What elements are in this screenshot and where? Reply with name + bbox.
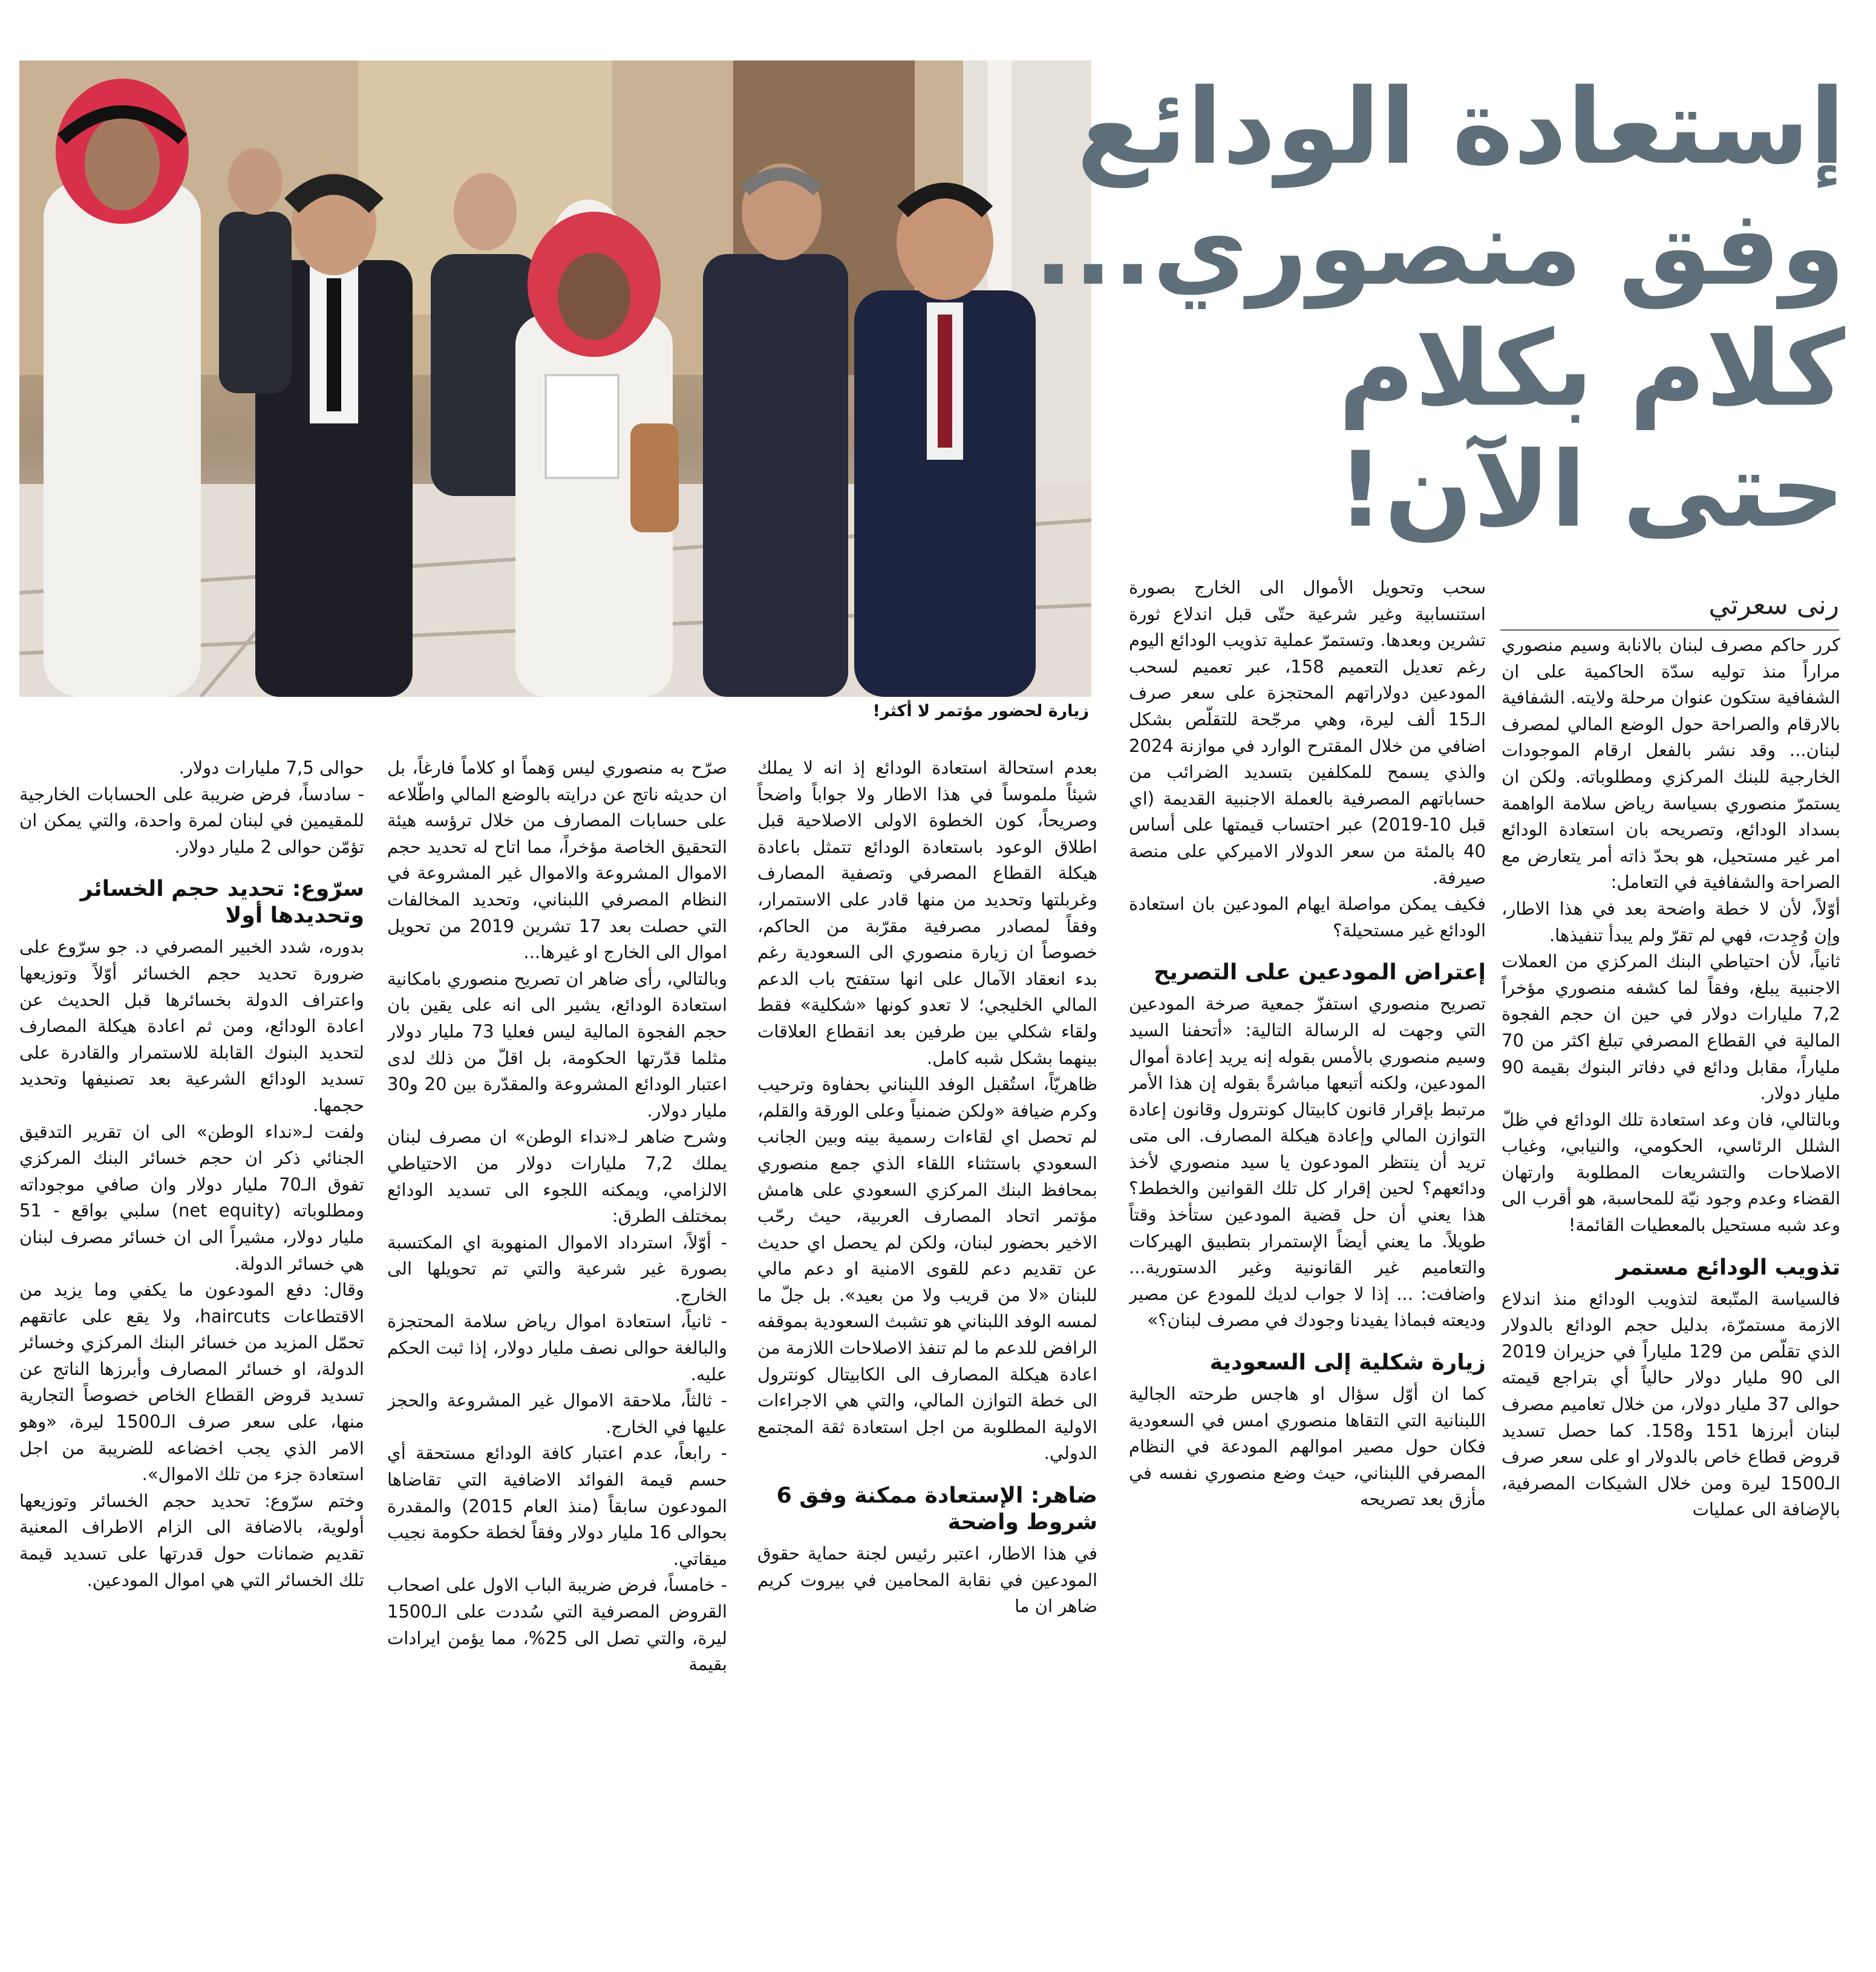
paragraph: ظاهريّاً، استُقبل الوفد اللبناني بحفاوة وترحيب وكرم ضيافة «ولكن ضمنياً وعلى الورقة والقلم، لم تحصل اي لقاءات رسمية بينه وبين الجانب السعودي باستثناء اللقاء الذي جمع منصوري بمحافظ البنك المركزي السعودي على هامش مؤتمر اتحاد المصارف العربية، حيث رحّب الاخير بحضور لبنان، ولكن لم يحصل اي حديث عن تقديم دعم للقوى الامنية او دعم مالي للبنان «لا من قريب ولا من بعيد». بل جلّ ما لمسه الوفد اللبناني هو تشبث السعودية بموقفه الرافض للدعم ما لم تنفذ الاصلاحات اللازمة من اعادة هيكلة المصارف الى الكابيتال كونترول الى خطة التوازن المالي، والتي هي الاجراءات الاولية المطلوبة من اجل استعادة ثقة المجتمع الدولي. <box>757 1074 1097 1464</box>
paragraph: وشرح ضاهر لـ«نداء الوطن» ان مصرف لبنان يملك 7,2 مليارات دولار من الاحتياطي الالزامي، ويمكنه اللجوء الى تسديد الودائع بمختلف الطرق: <box>387 1126 727 1227</box>
headline-line-1: إستعادة الودائع <box>1076 66 1845 188</box>
article-column-1 <box>1502 632 1840 1966</box>
paragraph: وقال: دفع المودعون ما يكفي وما يزيد من الاقتطاعات haircuts، ولا يقع على عاتقهم تحمّل المزيد من خسائر البنك المركزي وخسائر الدولة، او خسائر المصارف وأبرزها الناتج عن تسديد قروض القطاع الخاص خصوصاً التجارية منها، على سعر صرف الـ1500 ليرة، «وهو الامر الذي يجب اخضاعه للضريبة من اجل استعادة جزء من تلك الاموال». <box>19 1279 364 1485</box>
article-photo <box>19 60 1091 697</box>
author-byline: رنى سعرتي <box>1708 590 1839 621</box>
paragraph: كما ان أوّل سؤال او هاجس طرحته الجالية اللبنانية التي التقاها منصوري امس في السعودية فكان حول مصير اموالهم المودعة في النظام المصرفي اللبناني، حيث وضع منصوري نفسه في مأزق بعد تصريحه <box>1129 1383 1486 1510</box>
subheading: ضاهر: الإستعادة ممكنة وفق 6 شروط واضحة <box>776 1483 1097 1535</box>
paragraph: بدوره، شدد الخبير المصرفي د. جو سرّوع على ضرورة تحديد حجم الخسائر أوّلاً وتوزيعها واعتراف الدولة بخسائرها قبل الحديث عن اعادة الودائع، ومن ثم اعادة هيكلة المصارف لتحديد البنوك القابلة للاستمرار والقادرة على تسديد الودائع الشرعية بعد تصنيفها وتحديد حجمها. <box>19 936 364 1115</box>
byline-rule <box>1500 629 1839 631</box>
paragraph: بعدم استحالة استعادة الودائع إذ انه لا يملك شيئاً ملموساً في هذا الاطار ولا جواباً واضحاً وصريحاً، كون الخطوة الاولى الاصلاحية قبل اطلاق الوعود باستعادة الودائع تتمثل باعادة هيكلة القطاع المصرفي وتصفية المصارف وغربلتها وتحديد من منها قادر على الاستمرار، وفقاً لمصادر مصرفية مقرّبة من الحاكم، خصوصاً ان زيارة منصوري الى السعودية رغم بدء انعقاد الآمال على انها ستفتح باب الدعم المالي الخليجي؛ لا تعدو كونها «شكلية» فقط ولقاء شكلي بين طرفين بعد انقطاع العلاقات بينهما بشكل شبه كامل. <box>757 757 1097 1068</box>
paragraph: في هذا الاطار، اعتبر رئيس لجنة حماية حقوق المودعين في نقابة المحامين في بيروت كريم ضاهر ان ما <box>757 1543 1097 1617</box>
article-column-5 <box>19 755 364 1966</box>
delegation-photo <box>19 60 1091 697</box>
paragraph: فالسياسة المتّبعة لتذويب الودائع منذ اندلاع الازمة مستمرّة، بدليل حجم الودائع بالدولار الذي تقلّص من 129 ملياراً في حزيران 2019 الى 90 مليار دولار حالياً أي بتراجع قيمته حوالى 37 مليار دولار، من خلال تعاميم مصرف لبنان أبرزها 151 و158. كما حصل تسديد قروض قطاع خاص بالدولار او على سعر صرف الـ1500 ليرة ومن خلال الشيكات المصرفية، بالإضافة الى عمليات <box>1502 1288 1840 1520</box>
paragraph: - ثانياً، استعادة اموال رياض سلامة المحتجزة والبالغة حوالى نصف مليار دولار، إذا ثبت الحكم عليه. <box>387 1311 727 1385</box>
paragraph: سحب وتحويل الأموال الى الخارج بصورة استنسابية وغير شرعية حتّى قبل اندلاع ثورة تشرين وبعدها. وتستمرّ عملية تذويب الودائع اليوم رغم تعديل التعميم 158، عبر تعميم لسحب المودعين دولاراتهم المحتجزة على سعر صرف الـ15 ألف ليرة، وهي مرجّحة للتقلّص بشكل اضافي من خلال المقترح الوارد في موازنة 2024 والذي يسمح للمكلفين بتسديد الضرائب من حساباتهم المصرفية بالعملة الاجنبية القديمة (اي قبل 10-2019) عبر احتساب قيمتها على أساس 40 بالمئة من سعر الدولار الاميركي على منصة صيرفة. <box>1129 577 1486 888</box>
subheading: تذويب الودائع مستمر <box>1616 1255 1840 1280</box>
paragraph: - خامساً، فرض ضريبة الباب الاول على اصحاب القروض المصرفية التي سُددت على الـ1500 ليرة، والتي تصل الى 25%، مما يؤمن ايرادات بقيمة <box>387 1575 727 1675</box>
headline <box>1033 66 1845 550</box>
subheading: سرّوع: تحديد حجم الخسائر وتحديدها أولا <box>80 877 364 929</box>
paragraph: - سادساً، فرض ضريبة على الحسابات الخارجية للمقيمين في لبنان لمرة واحدة، والتي يمكن ان تؤمّن حوالى 2 مليار دولار. <box>19 783 364 857</box>
article-column-3 <box>757 755 1097 1966</box>
paragraph: - ثالثاً، ملاحقة الاموال غير المشروعة والحجز عليها في الخارج. <box>387 1390 727 1437</box>
article-column-2 <box>1129 575 1486 1966</box>
paragraph: - رابعاً، عدم اعتبار كافة الودائع مستحقة أي حسم قيمة الفوائد الاضافية التي تقاضاها المودعون سابقاً (منذ العام 2015) والمقدرة بحوالى 16 مليار دولار وفقاً لخطة حكومة نجيب ميقاتي. <box>387 1443 727 1569</box>
paragraph: حوالى 7,5 مليارات دولار. <box>178 757 364 778</box>
paragraph: وبالتالي، فان وعد استعادة تلك الودائع في ظلّ الشلل الرئاسي، الحكومي، والنيابي، وغياب الاصلاحات والتشريعات المطلوبة وارتهان القضاء وعدم وجود نيّة للمحاسبة، هو أقرب الى وعد شبه مستحيل بالمعطيات القائمة! <box>1502 1109 1840 1236</box>
paragraph: كرر حاكم مصرف لبنان بالانابة وسيم منصوري مراراً منذ توليه سدّة الحاكمية على ان الشفافية ستكون عنوان مرحلة ولايته. الشفافية بالارقام والصراحة حول الوضع المالي لمصرف لبنان... وقد نشر بالفعل ارقام الموجودات الخارجية للبنك المركزي ومطلوباته. ولكن ان يستمرّ منصوري بسياسة رياض سلامة الواهمة بسداد الودائع، وتصريحه بان استعادة الودائع امر غير مستحيل، هو بحدّ ذاته أمر يتعارض مع الصراحة والشفافية في التعامل: <box>1502 635 1840 893</box>
headline-line-3: كلام بكلام <box>1338 308 1845 429</box>
paragraph: صرّح به منصوري ليس وَهماً او كلاماً فارغاً، بل ان حديثه ناتج عن درايته بالوضع المالي واطّلاعه على حسابات المصارف من خلال ترؤسه هيئة التحقيق الخاصة مؤخراً، مما اتاح له تحديد حجم الاموال المشروعة والاموال غير المشروعة في النظام المصرفي اللبناني، وتحديد المخالفات التي حصلت بعد 17 تشرين 2019 من تحويل اموال الى الخارج او غيرها... <box>387 757 727 963</box>
photo-caption: زيارة لحضور مؤتمر لا أكثر! <box>872 702 1089 720</box>
paragraph: ثانياً، لأن احتياطي البنك المركزي من العملات الاجنبية يبلغ، وفقاً لما كشفه منصوري مؤخراً 7,2 مليارات دولار في حين ان حجم الفجوة المالية في القطاع المصرفي تبلغ اكثر من 70 ملياراً، مقابل ودائع في دفاتر البنوك بقيمة 90 مليار دولار. <box>1502 951 1840 1104</box>
paragraph: - أوّلاً، استرداد الاموال المنهوبة اي المكتسبة بصورة غير شرعية والتي تم تحويلها الى الخارج. <box>387 1232 727 1305</box>
headline-line-2: وفق منصوري... <box>1033 187 1845 309</box>
paragraph: أوّلاً، لأن لا خطة واضحة بعد في هذا الاطار، وإن وُجِدت، فهي لم تقرّ ولم يبدأ تنفيذها. <box>1502 898 1840 945</box>
paragraph: ولفت لـ«نداء الوطن» الى ان تقرير التدقيق الجنائي ذكر ان حجم خسائر البنك المركزي تفوق الـ70 مليار دولار وان صافي موجوداته ومطلوباته (net equity) سلبي بواقع - 51 مليار دولار، مشيراً الى ان خسائر مصرف لبنان هي خسائر الدولة. <box>19 1121 364 1274</box>
paragraph: وختم سرّوع: تحديد حجم الخسائر وتوزيعها أولوية، بالاضافة الى الزام الاطراف المعنية تقديم ضمانات حول قدرتها على تسديد قيمة تلك الخسائر التي هي اموال المودعين. <box>19 1490 364 1590</box>
subheading: إعتراض المودعين على التصريح <box>1154 960 1486 985</box>
subheading: زيارة شكلية إلى السعودية <box>1209 1350 1486 1376</box>
paragraph: وبالتالي، رأى ضاهر ان تصريح منصوري بامكانية استعادة الودائع، يشير الى انه على يقين بان حجم الفجوة المالية ليس فعليا 73 مليار دولار مثلما قدّرتها الحكومة، بل اقلّ من ذلك لدى اعتبار الودائع المشروعة والمقدّرة بين 20 و30 مليار دولار. <box>387 968 727 1121</box>
article-column-4 <box>387 755 727 1966</box>
paragraph: فكيف يمكن مواصلة ايهام المودعين بان استعادة الودائع غير مستحيلة؟ <box>1129 893 1486 941</box>
headline-line-4: حتى الآن! <box>1336 429 1845 550</box>
paragraph: تصريح منصوري استفزّ جمعية صرخة المودعين التي وجهت له الرسالة التالية: «أتحفنا السيد وسيم منصوري بالأمس بقوله إنه يريد إعادة أموال المودعين، ولكنه أتبعها مباشرةً بقوله إن هذا الأمر مرتبط بإقرار قانون كابيتال كونترول وقانون إعادة التوازن المالي وإعادة هيكلة المصارف. الى متى تريد أن ينتظر المودعون يا سيد منصوري لأخذ ودائعهم؟ لحين إقرار كل تلك القوانين والخطط؟ هذا يعني أن حل قضية المودعين ستأخذ وقتاً طويلاً. ما يعني أيضاً الإستمرار بتطبيق الهيركات والتعاميم غير القانونية وغير الدستورية... واضافت: ... إذا لا جواب لديك للمودع عن مصير وديعته فبماذا يفيدنا وجودك في مصرف لبنان؟» <box>1129 993 1486 1331</box>
